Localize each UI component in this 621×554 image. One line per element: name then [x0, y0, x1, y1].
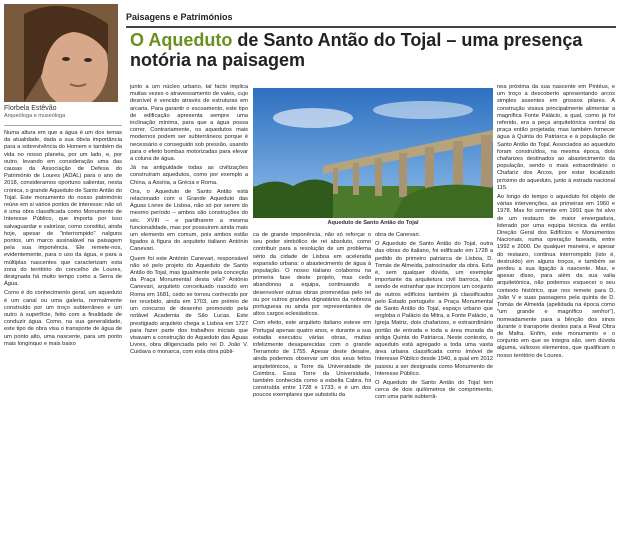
portrait-image	[4, 4, 118, 102]
section-header	[126, 12, 616, 22]
paragraph: Quem foi este António Canevari, responsável não só pelo projeto do Aqueduto de Santo Antão do Tojal, mas igualmente pela conceção da Praça Monumental desta vila? António Canevari, arquiteto conceituado nascido em Roma em 1681, cedo se tornou conhecido por ter recebido, ainda em 1703, um prémio de um concurso de desenho promovido pela notável Academia de São Lucas. Este prestigiado arquiteto chega a Lisboa em 1727 para fazer parte dos trabalhos iniciais que visavam a construção do Aqueduto das Águas Livres, obra diligenciada pelo rei D. João V. Cuidava o monarca, com esta obra públi-	[130, 255, 248, 356]
paragraph: Ora, o Aqueduto de Santo Antão está relacionado com o Grande Aqueduto das Águas Livres de Lisboa, não só por serem do mesmo período – ambos são construções do séc. XVIII – e partilharem a mesma funcionalidade, mas por possuirem ainda mais um elemento em comum, pois ambos estão ligados à figura do arquiteto italiano António Canevari.	[130, 188, 248, 253]
article-column-1	[4, 130, 122, 348]
author-portrait	[4, 4, 118, 102]
paragraph: Ao longo do tempo o aqueduto foi objeto de várias intervenções, as primeiras em 1960 e 1978. Mas foi somente em 1991 que foi alvo de um restauro de maior envergadura, liderado por uma equipa técnica da então Direção Geral dos Edifícios e Monumentos Nacionais, numa operação faseada, entre 1992 e 2000. De qualquer maneira, e apesar do restauro, continua interrompido (isto é, destruído) em alguns troços, e também se perdeu a sua ligação à nascente. Mas, e apesar disso, para além da sua valia arquitetónica, não podemos esquecer o seu contexto histórico, que nos remete para D. João V e suas passagens pela quinta de D. Tomás de Almeida (apelidada na época como "um grande e magnífico senhor"), nomeadamente para a bênção dos sinos durante o transporte destes para a Real Obra de Mafra. Enfim, este monumento e o conjunto em que se integra são, sem dúvida alguma, valiosos elementos, que qualificam o nosso território de Loures.	[497, 194, 615, 359]
photo-caption: Aqueduto de Santo Antão do Tojal	[327, 220, 419, 226]
author-sidebar	[4, 0, 122, 554]
section-title: Paisagens e Patrimónios	[126, 12, 233, 22]
aqueduct-photo	[253, 88, 493, 218]
article-column-2	[130, 84, 248, 359]
article-headline	[130, 30, 610, 70]
headline-rest: de Santo Antão do Tojal – uma presença notória na paisagem	[130, 30, 583, 70]
sidebar-divider	[4, 125, 122, 126]
paragraph: junto a um núcleo urbano, tal facto implica muitas vezes o atravessamento de vales, cujo desnível é vencido através de estruturas em arcaria. Para garantir o escoamento, este tipo de edificação apresenta sempre uma inclinação mínima, para que a água possa correr. Contrariamente, os aquedutos mais modernos podem ser subterrâneos porque é necessário e conseguido sob pressão, usando para o efeito bombas motorizadas para elevar a coluna de água.	[130, 84, 248, 163]
article-column-4	[375, 232, 493, 404]
article-column-3	[253, 232, 371, 402]
paragraph: Já na antiguidade todas as civilizações construíram aquedutos, como por exemplo a China, a Assíria, a Grécia e Roma.	[130, 165, 248, 186]
paragraph: ca de grande imponência, não só reforçar o seu poder simbólico de rei absoluto, como contribuir para a resolução de um problema sério da cidade de Lisboa em acelerada expansão urbana: o abastecimento de água à população. O nosso italiano colaborou na primeira fase deste projeto, mas cedo abandonou a equipa, continuando a desenvolver outras obras promovidas pelo rei ou por outros grandes dignatários da nobreza portuguesa ou ainda por representantes de altos cargos eclesiásticos.	[253, 232, 371, 318]
paragraph: O Aqueduto de Santo Antão do Tojal tem cerca de dois quilómetros de comprimento, com uma parte subterrâ-	[375, 380, 493, 401]
paragraph: obra de Canevari.	[375, 232, 421, 238]
author-name: Florbela Estêvão	[4, 105, 57, 112]
paragraph: nea próxima da sua nascente em Pintéus, e um troço a descoberto apresentando arcos simples assentes em grossos pilares. A construção visava principalmente alimentar a magnífica Fonte Palácio, a qual, como já foi referido, era a peça arquitetónica central da praça então projetada; mas também fornecer água à Quinta do Patriarca e à população de Santo Antão do Tojal. Associados ao aqueduto foram construídos, na mesma época, dois chafarizes destinados ao abastecimento da população, sendo o mais extraordinário o Chafariz dos Arcos, por estar localizado próximo do aqueduto, junto à estrada nacional 115.	[497, 84, 615, 191]
article-photo	[253, 88, 493, 226]
paragraph: Com efeito, este arquiteto italiano esteve em Portugal apenas quatro anos, e durante a sua estadia executou várias obras, muitas infelizmente desaparecidas com o grande Terramoto de 1755. Apesar deste desaire, ainda podemos observar um dos seus feitos arquitetónicos, a Torre da Universidade de Coimbra. Essa Torre da Universidade, também conhecida como a esbelta Cabra, foi construída entre 1728 e 1733, e é um dos poucos exemplares que subsistiu da	[253, 320, 371, 399]
paragraph: Numa altura em que a água é um dos temas da atualidade, dada a sua óbvia importância para a sobrevivência do Homem e também da vida no nosso planeta, por um lado, e, por outro, levando em consideração uma das causas da Associação de Defesa do Património de Loures (ADAL) para o ano de 2018, consideramos oportuno salientar, nesta crónica, o grande Aqueduto de Santo Antão do Tojal. Este monumento do nosso património reúne em si vários pontos de interesse: não só é uma obra classificada como Monumento de Interesse Público, que importa por isso salvaguardar e valorizar, como constitui, ainda hoje, apesar de "interrompido" nalguns pontos, um marco assinalável na paisagem pela sua imponência. Ele remete-nos, evidentemente, para o uso da água, e para a múltiplas nascentes que caracterizam esta zona do território do concelho de Loures, designada há muito tempo como a Serra de Água.	[4, 130, 122, 288]
header-rule	[126, 26, 616, 28]
paragraph: Como é do conhecimento geral, um aqueduto é um canal ou uma galeria, normalmente construído por um troço subterrâneo e um outro à superfície, feito com a finalidade de conduzir água. Como, na sua generalidade, este tipo de obra visa o transporte de água de um ponto alto, uma nascente, para um ponto mais longinquo e mais baixo	[4, 290, 122, 347]
headline-accent: O Aqueduto	[130, 30, 233, 50]
paragraph: O Aqueduto de Santo Antão do Tojal, outra das obras do italiano, foi edificado em 1728 a pedido do primeiro patriarca de Lisboa, D. Tomás de Almeida, patrocinador da obra. Esta é, sem qualquer dúvida, um exemplar importante da arquitetura civil barroca, não sendo de estranhar que incorpore um conjunto de outros edifícios também já classificados pelo Estado português: a Praça Monumental de Santo Antão do Tojal, espaço urbano que engloba o Palácio da Mitra, a Fonte Palácio, a Igreja Matriz, dois chafarizes, e extraordinário portão de entrada e toda a área murada da antiga Quinta do Patriarca. Neste contexto, o aqueduto está agregado a toda uma vasta área urbana classificada como Imóvel de Interesse Público desde 1940, a qual em 2012 passou a ser designada como Monumento de Interesse Público.	[375, 241, 493, 377]
author-role: Arqueóloga e museóloga	[4, 113, 66, 119]
article-column-5	[497, 84, 615, 362]
